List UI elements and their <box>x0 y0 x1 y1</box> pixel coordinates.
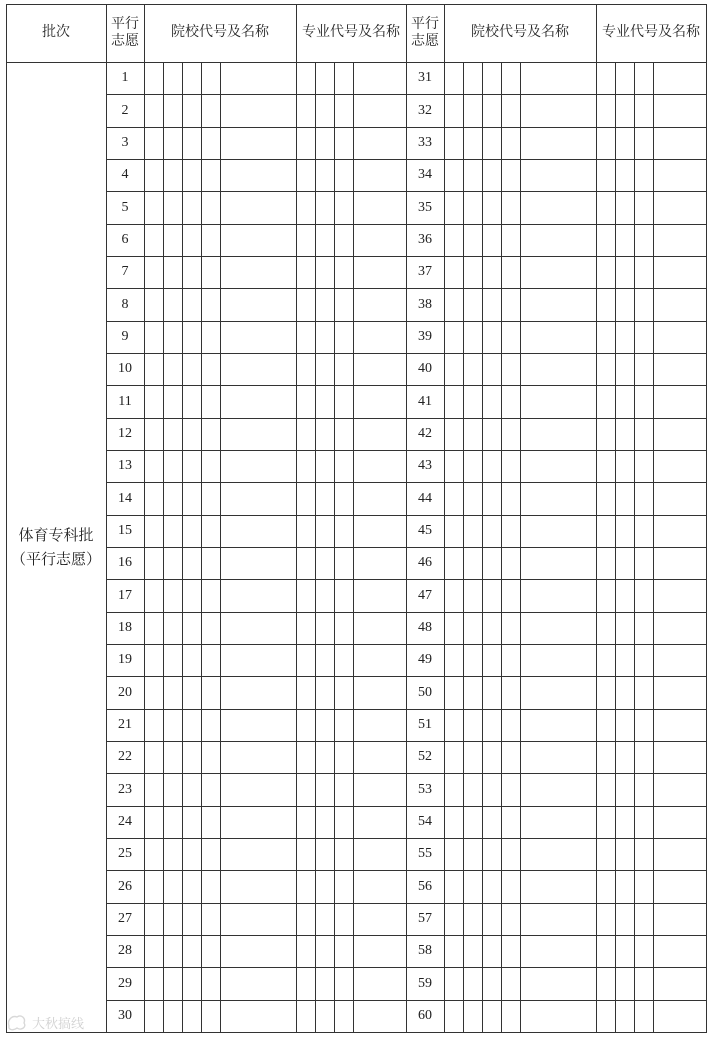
header-major-left <box>296 4 406 62</box>
row-number: 24 <box>118 814 132 830</box>
row-number: 42 <box>418 426 432 442</box>
row-number: 55 <box>418 846 432 862</box>
header-parallel-line1: 平行 <box>111 15 139 32</box>
row-number: 35 <box>418 199 432 215</box>
row-number: 48 <box>418 620 432 636</box>
header-major-label: 专业代号及名称 <box>602 24 700 41</box>
row-number: 59 <box>418 975 432 991</box>
row-number: 15 <box>118 523 132 539</box>
row-number: 1 <box>121 70 129 86</box>
row-number: 28 <box>118 943 132 959</box>
header-school-left <box>144 4 296 62</box>
row-number: 45 <box>418 523 432 539</box>
header-batch <box>6 4 106 62</box>
row-number: 57 <box>418 911 432 927</box>
row-number: 40 <box>418 361 432 377</box>
row-number: 47 <box>418 587 432 603</box>
row-number: 37 <box>418 264 432 280</box>
row-number: 50 <box>418 684 432 700</box>
row-number: 41 <box>418 393 432 409</box>
row-number: 12 <box>118 426 132 442</box>
row-number: 4 <box>121 167 129 183</box>
table-border-right <box>706 4 707 1033</box>
row-number: 23 <box>118 781 132 797</box>
row-number: 43 <box>418 458 432 474</box>
row-number: 39 <box>418 329 432 345</box>
row-number: 7 <box>121 264 129 280</box>
row-number: 22 <box>118 749 132 765</box>
row-number: 25 <box>118 846 132 862</box>
row-number: 49 <box>418 652 432 668</box>
row-number: 9 <box>121 329 129 345</box>
row-number: 6 <box>121 232 129 248</box>
table-border-top <box>6 4 706 5</box>
watermark-text: 大秋搞线 <box>32 1016 85 1032</box>
header-major-right <box>596 4 706 62</box>
row-number: 19 <box>118 652 132 668</box>
batch-label <box>6 62 106 1032</box>
row-number: 31 <box>418 70 432 86</box>
batch-label-line1: 体育专科批 <box>18 526 94 544</box>
row-number: 8 <box>121 296 129 312</box>
row-number: 34 <box>418 167 432 183</box>
row-number: 32 <box>418 102 432 118</box>
row-number: 2 <box>121 102 129 118</box>
row-number: 20 <box>118 684 132 700</box>
row-number: 58 <box>418 943 432 959</box>
row-number: 21 <box>118 717 132 733</box>
row-number: 13 <box>118 458 132 474</box>
row-number: 52 <box>418 749 432 765</box>
row-number: 53 <box>418 781 432 797</box>
row-number: 54 <box>418 814 432 830</box>
row-number: 17 <box>118 587 132 603</box>
table-border-left <box>6 4 7 1032</box>
row-number: 5 <box>121 199 129 215</box>
header-parallel-left <box>106 4 144 62</box>
row-number: 11 <box>118 393 132 409</box>
row-number: 27 <box>118 911 132 927</box>
row-number: 36 <box>418 232 432 248</box>
header-school-right <box>444 4 596 62</box>
row-number: 18 <box>118 620 132 636</box>
table-border-bottom <box>6 1032 707 1033</box>
row-number: 51 <box>418 717 432 733</box>
row-number: 10 <box>118 361 132 377</box>
row-number: 14 <box>118 490 132 506</box>
header-major-label: 专业代号及名称 <box>302 24 400 41</box>
row-number: 38 <box>418 296 432 312</box>
row-number: 30 <box>118 1008 132 1024</box>
header-school-label: 院校代号及名称 <box>471 24 569 41</box>
row-number: 26 <box>118 878 132 894</box>
row-number: 60 <box>418 1008 432 1024</box>
row-number: 16 <box>118 555 132 571</box>
row-number: 56 <box>418 878 432 894</box>
batch-label-line2: （平行志愿） <box>10 550 101 568</box>
row-number: 46 <box>418 555 432 571</box>
header-parallel-line2: 志愿 <box>411 33 439 49</box>
row-number: 3 <box>121 135 129 151</box>
header-parallel-right <box>406 4 444 62</box>
row-number: 33 <box>418 135 432 151</box>
header-batch-label: 批次 <box>42 24 70 41</box>
header-school-label: 院校代号及名称 <box>171 24 269 41</box>
header-parallel-line1: 平行 <box>411 15 439 32</box>
header-parallel-line2: 志愿 <box>111 33 139 49</box>
row-number: 29 <box>118 975 132 991</box>
row-number: 44 <box>418 490 432 506</box>
